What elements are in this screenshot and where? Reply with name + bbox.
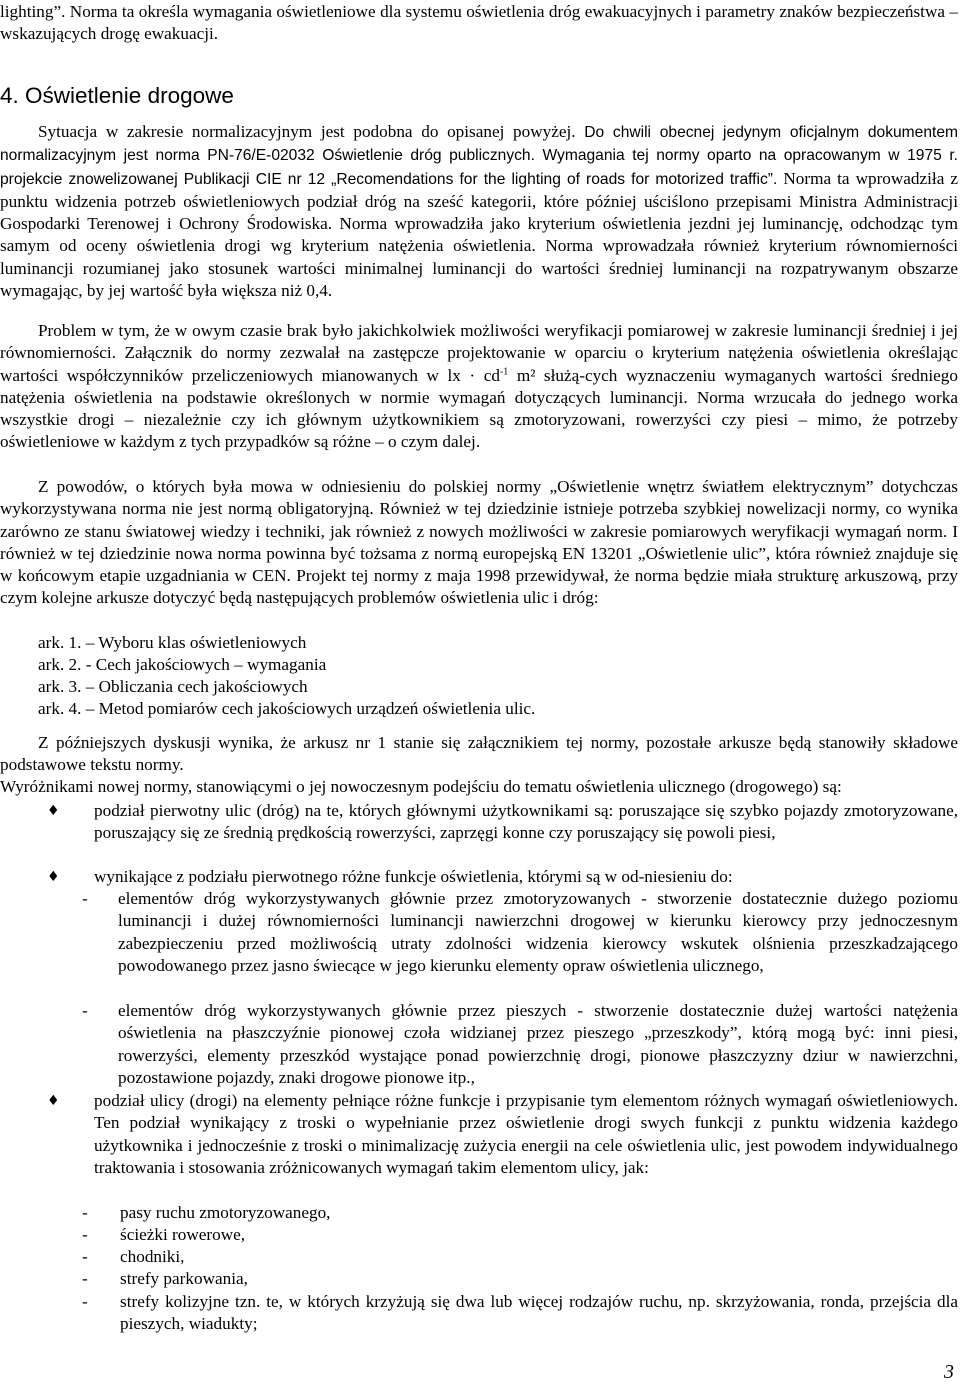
dash-marker: - <box>82 1269 88 1288</box>
ark-item-3: ark. 3. – Obliczania cech jakościowych <box>38 677 308 696</box>
subitem-pedestrians: elementów dróg wykorzystywanych głównie przez pieszych - stworzenie dostatecznie dużej wartości natężenia oświetlenia na płaszczyźnie pionowej czoła widzianej przez pieszego „przeszkody”, którą mogą być: inni piesi, rowerzyści, elementy przeszkód wystające ponad powierzchnię drogi, pionowe płaszczyzny dziur w nawierzchni, pozostawione pojazdy, znaki drogowe pionowe itp., <box>118 1001 958 1087</box>
bullet-item-3: podział ulicy (drogi) na elementy pełniące różne funkcje i przypisanie tym elementom różnych wymagań oświetleniowych. Ten podział wynikający z troski o wypełnianie przez oświetlenie drogi swych funkcji z punktu widzenia każdego użytkownika i jednocześnie z troski o minimalizację zużycia energii na cele oświetlenia ulic, jest powodem indywidualnego traktowania i stosowania zróżnicowanych wymagań takim elementom ulicy, jak: <box>94 1091 958 1177</box>
bullet-icon: ♦ <box>47 803 60 819</box>
paragraph-reasons: Z powodów, o których była mowa w odniesieniu do polskiej normy „Oświetlenie wnętrz światłem elektrycznym” dotychczas wykorzystywana norma nie jest normą obligatoryjną. Również w tej dziedzinie istnieje potrzeba szybkiej nowelizacji normy, co wynika zarówno ze stanu światowej wiedzy i techniki, jak również z nowych możliwości w zakresie pomiarowych weryfikacji wymagań norm. I również w tej dziedzinie nowa norma powinna być tożsama z normą europejską EN 13201 „Oświetlenie ulic”, która również znajduje się w końcowym etapie uzgadniania w CEN. Projekt tej normy z maja 1998 przewidywał, że norma będzie miała strukturę arkuszową, przy czym kolejne arkusze dotyczyć będą następujących problemów oświetlenia ulic i dróg: <box>0 477 958 608</box>
bullet-item-2: wynikające z podziału pierwotnego różne funkcje oświetlenia, którymi są w od-niesieniu do: <box>94 867 733 886</box>
dash-marker: - <box>82 1001 88 1020</box>
ark-item-1: ark. 1. – Wyboru klas oświetleniowych <box>38 633 307 652</box>
dash-marker: - <box>82 1292 88 1311</box>
dash-marker: - <box>82 1225 88 1244</box>
bullet-icon: ♦ <box>47 1093 60 1109</box>
element-item-2: ścieżki rowerowe, <box>120 1225 246 1244</box>
paragraph-distinguishing: Wyróżnikami nowej normy, stanowiącymi o jej nowoczesnym podejściu do tematu oświetlenia ulicznego (drogowego) są: <box>0 777 842 796</box>
page-number: 3 <box>944 1361 954 1383</box>
paragraph-normalization <box>0 121 958 302</box>
bullet-icon: ♦ <box>47 869 60 885</box>
dash-marker: - <box>82 1247 88 1266</box>
ark-item-2: ark. 2. - Cech jakościowych – wymagania <box>38 655 327 674</box>
element-item-4: strefy parkowania, <box>120 1269 248 1288</box>
element-item-5: strefy kolizyjne tzn. te, w których krzyżują się dwa lub więcej rodzajów ruchu, np. skrzyżowania, ronda, przejścia dla pieszych, wiadukty; <box>120 1292 958 1334</box>
paragraph-problem-b: m² służą-cych wyznaczeniu wymaganych wartości średniego natężenia oświetlenia na podstawie określonych w normie wymagań dotyczących luminancji. Norma wrzucała do jednego worka wszystkie drogi – niezależnie czy ich głównym użytkownikiem są zmotoryzowani, rowerzyści czy piesi – mimo, że potrzeby oświetleniowe w każdym z tych przypadków są różne – o czym dalej. <box>0 365 958 452</box>
paragraph-problem <box>0 320 958 454</box>
unit-superscript: -1 <box>499 365 509 377</box>
paragraph-normalization-sans: Do chwili obecnej jedynym oficjalnym dokumentem normalizacyjnym jest norma PN-76/E-02032 Oświetlenie dróg publicznych. Wymagania tej normy oparto na opracowanym w 1975 r. projekcie znowelizowanej Publikacji CIE nr 12 „Recomendations for the lighting of roads for motorized traffic”. <box>0 124 958 188</box>
element-item-3: chodniki, <box>120 1247 185 1266</box>
dash-marker: - <box>82 889 88 908</box>
dash-marker: - <box>82 1203 88 1222</box>
intro-paragraph: lighting”. Norma ta określa wymagania oświetleniowe dla systemu oświetlenia dróg ewakuacyjnych i parametry znaków bezpieczeństwa – wskazujących drogę ewakuacji. <box>0 2 958 44</box>
paragraph-normalization-rest: Norma ta wprowadziła z punktu widzenia potrzeb oświetleniowych podział dróg na sześć kategorii, które później uściślono przepisami Ministra Administracji Gospodarki Terenowej i Ochrony Środowiska. Norma wprowadziła jako kryterium oświetlenia jezdni jej luminancję, odchodząc tym samym od oceny oświetlenia drogi wg kryterium natężenia oświetlenia. Norma wprowadzała również kryterium równomierności luminancji rozumianej jako stosunek wartości minimalnej luminancji do wartości średniej luminancji na rozpatrywanym obszarze wymagając, by jej wartość była większa niż 0,4. <box>0 168 958 301</box>
section-heading: 4. Oświetlenie drogowe <box>0 83 234 108</box>
paragraph-problem-a: Problem w tym, że w owym czasie brak było jakichkolwiek możliwości weryfikacji pomiarowej w zakresie luminancji średniej i jej równomierności. Załącznik do normy zezwalał na zastępcze projektowanie w oparciu o kryterium natężenia oświetlenia określając wartości współczynników przeliczeniowych mianowanych w lx · cd <box>0 321 958 385</box>
paragraph-normalization-lead: Sytuacja w zakresie normalizacyjnym jest podobna do opisanej powyżej. <box>38 122 576 141</box>
bullet-item-1: podział pierwotny ulic (dróg) na te, których głównymi użytkownikami są: poruszające się szybko pojazdy zmotoryzowane, poruszający się ze średnią prędkością rowerzyści, zaprzęgi konne czy poruszający się powoli piesi, <box>94 801 958 843</box>
paragraph-discussion: Z późniejszych dyskusji wynika, że arkusz nr 1 stanie się załącznikiem tej normy, pozostałe arkusze będą stanowiły składowe podstawowe tekstu normy. <box>0 733 958 775</box>
element-item-1: pasy ruchu zmotoryzowanego, <box>120 1203 331 1222</box>
subitem-motorized: elementów dróg wykorzystywanych głównie przez zmotoryzowanych - stworzenie dostatecznie dużego poziomu luminancji i dużej równomierności luminancji nawierzchni drogowej w kierunku kierowcy przy jednoczesnym zabezpieczeniu przed możliwością utraty zdolności widzenia kierowcy wskutek olśnienia przeszkadzającego powodowanego przez jasno świecące w jego kierunku elementy opraw oświetlenia ulicznego, <box>118 889 958 975</box>
ark-item-4: ark. 4. – Metod pomiarów cech jakościowych urządzeń oświetlenia ulic. <box>38 699 536 718</box>
